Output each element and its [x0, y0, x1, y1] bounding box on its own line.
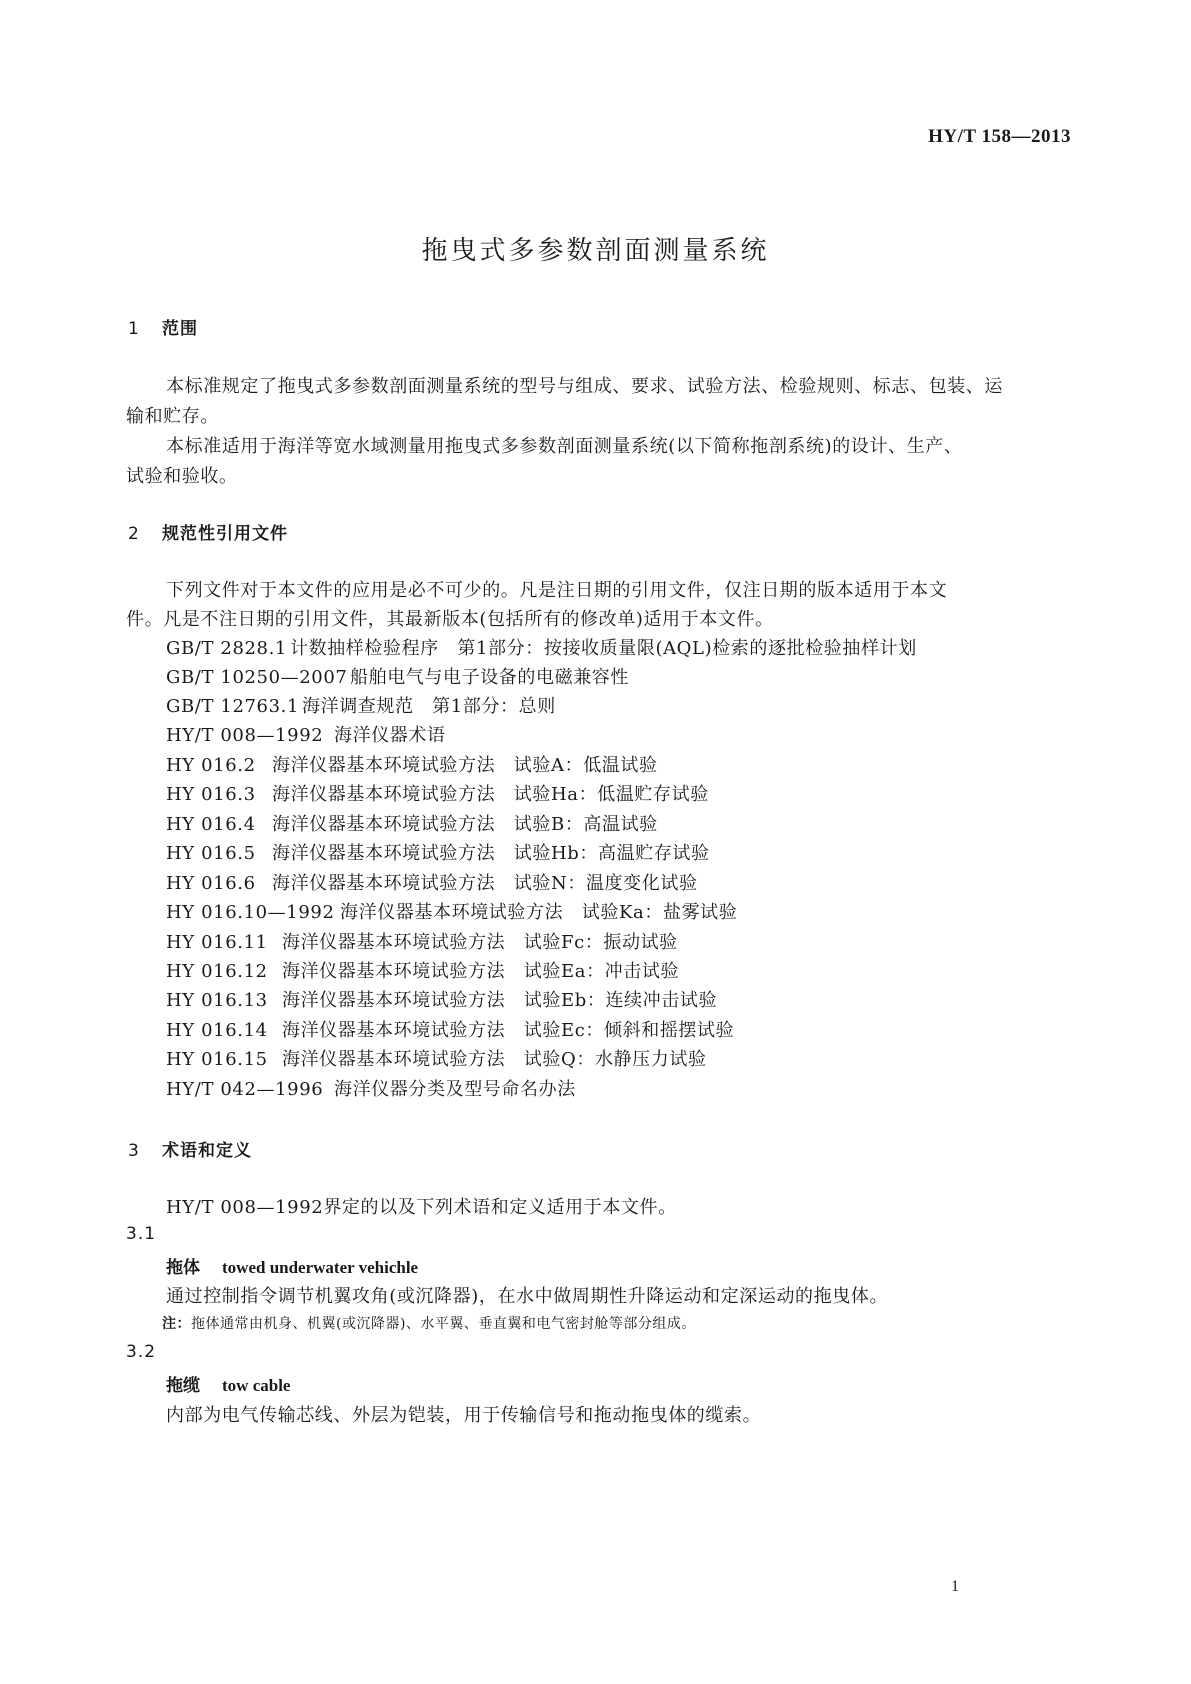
reference-code: HY 016.3	[166, 784, 256, 805]
reference-item	[166, 780, 709, 806]
standard-code: HY/T 158—2013	[928, 126, 1071, 147]
section-2-intro-line2: 件。凡是不注日期的引用文件，其最新版本(包括所有的修改单)适用于本文件。	[126, 609, 774, 630]
reference-item	[166, 810, 658, 836]
term-entry	[166, 1253, 418, 1278]
reference-item	[166, 839, 710, 865]
section-2-title: 规范性引用文件	[162, 524, 288, 544]
section-3-number: 3	[128, 1141, 140, 1161]
reference-code: HY 016.15	[166, 1049, 268, 1070]
section-1-para2-line1: 本标准适用于海洋等宽水域测量用拖曳式多参数剖面测量系统(以下简称拖剖系统)的设计、生产、	[166, 436, 963, 457]
reference-item	[166, 869, 698, 895]
document-title: 拖曳式多参数剖面测量系统	[421, 236, 770, 266]
section-1-para2-line2: 试验和验收。	[126, 466, 238, 487]
section-3-heading	[128, 1136, 252, 1161]
clause-number: 3.2	[126, 1342, 157, 1362]
section-1-title: 范围	[162, 319, 198, 339]
reference-item	[166, 1075, 576, 1101]
reference-item	[166, 1045, 707, 1071]
term-chinese: 拖体	[166, 1258, 200, 1278]
term-note	[162, 1313, 696, 1333]
reference-item	[166, 898, 737, 924]
reference-title: 海洋调查规范 第1部分：总则	[302, 696, 556, 717]
section-1-heading	[128, 314, 198, 339]
reference-code: GB/T 2828.1	[166, 638, 287, 659]
section-3-intro: HY/T 008—1992界定的以及下列术语和定义适用于本文件。	[166, 1197, 677, 1218]
reference-title: 海洋仪器基本环境试验方法 试验Fc：振动试验	[282, 932, 678, 953]
reference-code: HY 016.11	[166, 932, 268, 953]
reference-code: HY/T 042—1996	[166, 1079, 324, 1100]
reference-code: HY 016.6	[166, 873, 256, 894]
reference-title: 海洋仪器基本环境试验方法 试验A：低温试验	[272, 755, 658, 776]
page-number: 1	[951, 1578, 959, 1595]
section-1-para1-line2: 输和贮存。	[126, 406, 219, 427]
reference-code: HY 016.5	[166, 843, 256, 864]
reference-title: 海洋仪器基本环境试验方法 试验Ha：低温贮存试验	[272, 784, 709, 805]
note-text: 拖体通常由机身、机翼(或沉降器)、水平翼、垂直翼和电气密封舱等部分组成。	[191, 1316, 696, 1332]
reference-code: HY 016.4	[166, 814, 256, 835]
term-entry	[166, 1371, 290, 1396]
reference-code: HY 016.13	[166, 990, 268, 1011]
reference-title: 海洋仪器基本环境试验方法 试验B：高温试验	[272, 814, 658, 835]
reference-title: 海洋仪器基本环境试验方法 试验N：温度变化试验	[272, 873, 698, 894]
reference-item	[166, 663, 629, 689]
reference-code: HY/T 008—1992	[166, 725, 324, 746]
section-3-title: 术语和定义	[162, 1141, 252, 1161]
reference-item	[166, 751, 658, 777]
reference-code: GB/T 12763.1	[166, 696, 300, 717]
reference-title: 海洋仪器术语	[334, 725, 446, 746]
reference-code: HY 016.10—1992	[166, 902, 335, 923]
reference-item	[166, 986, 717, 1012]
term-chinese: 拖缆	[166, 1376, 200, 1396]
reference-item	[166, 721, 446, 747]
section-1-number: 1	[128, 319, 140, 339]
reference-title: 海洋仪器基本环境试验方法 试验Q：水静压力试验	[282, 1049, 707, 1070]
term-english: towed underwater vehichle	[222, 1258, 419, 1277]
reference-item	[166, 957, 679, 983]
term-english: tow cable	[222, 1376, 291, 1395]
reference-title: 海洋仪器基本环境试验方法 试验Ec：倾斜和摇摆试验	[282, 1020, 735, 1041]
reference-item	[166, 1016, 734, 1042]
reference-title: 海洋仪器基本环境试验方法 试验Ea：冲击试验	[282, 961, 680, 982]
reference-title: 海洋仪器基本环境试验方法 试验Hb：高温贮存试验	[272, 843, 710, 864]
reference-code: GB/T 10250—2007	[166, 667, 348, 688]
reference-title: 海洋仪器分类及型号命名办法	[334, 1079, 576, 1100]
reference-title: 计数抽样检验程序 第1部分：按接收质量限(AQL)检索的逐批检验抽样计划	[290, 638, 917, 659]
term-definition: 通过控制指令调节机翼攻角(或沉降器)，在水中做周期性升降运动和定深运动的拖曳体。	[166, 1286, 889, 1307]
note-label: 注：	[162, 1316, 191, 1332]
reference-code: HY 016.12	[166, 961, 268, 982]
reference-item	[166, 634, 917, 660]
section-2-intro-line1: 下列文件对于本文件的应用是必不可少的。凡是注日期的引用文件，仅注日期的版本适用于本文	[166, 580, 948, 601]
reference-title: 船舶电气与电子设备的电磁兼容性	[350, 667, 629, 688]
reference-code: HY 016.2	[166, 755, 256, 776]
reference-code: HY 016.14	[166, 1020, 268, 1041]
reference-title: 海洋仪器基本环境试验方法 试验Ka：盐雾试验	[340, 902, 738, 923]
term-definition: 内部为电气传输芯线、外层为铠装，用于传输信号和拖动拖曳体的缆索。	[166, 1405, 762, 1426]
reference-title: 海洋仪器基本环境试验方法 试验Eb：连续冲击试验	[282, 990, 718, 1011]
reference-item	[166, 928, 678, 954]
section-2-number: 2	[128, 524, 140, 544]
clause-number: 3.1	[126, 1224, 157, 1244]
section-2-heading	[128, 519, 288, 544]
section-1-para1-line1: 本标准规定了拖曳式多参数剖面测量系统的型号与组成、要求、试验方法、检验规则、标志、包装、运	[166, 376, 1003, 397]
reference-item	[166, 692, 556, 718]
